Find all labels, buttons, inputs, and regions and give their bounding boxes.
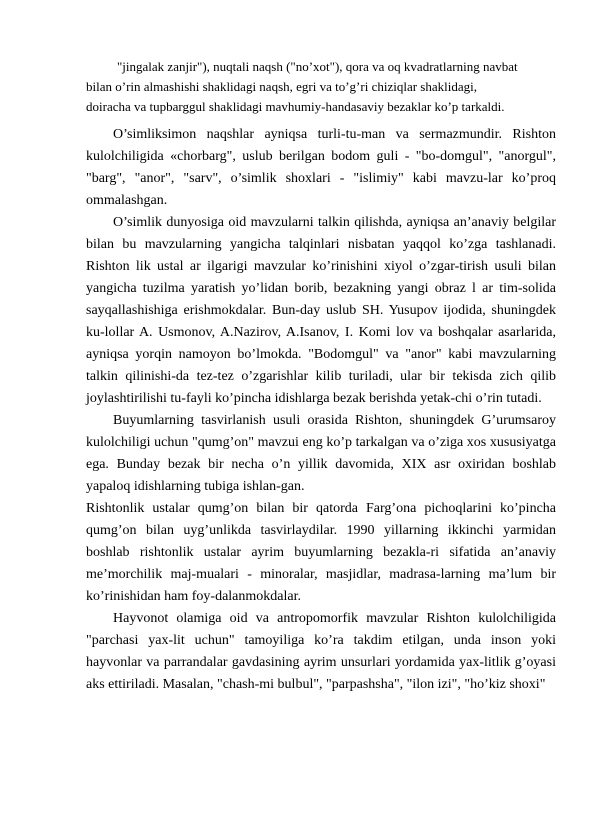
- paragraph-plant-ornaments: O’simliksimon naqshlar ayniqsa turli-tu-man va sermazmundir. Rishton kulolchiligida «chorbarg", uslub berilgan bodom guli - "bo-domgul", "anorgul", "barg", "anor", "sarv", o’simlik shoxlari - "islimiy" kabi mavzu-lar ko’proq ommalashgan.: [86, 127, 556, 208]
- intro-line: "jingalak zanjir"), nuqtali naqsh ("no’xot"), qora va oq kvadratlarning navbat: [117, 59, 518, 74]
- intro-line: doiracha va tupbarggul shaklidagi mavhumiy-handasaviy bezaklar ko’p tarkaldi.: [86, 99, 505, 114]
- paragraph-animal-themes: Hayvonot olamiga oid va antropomorfik mavzular Rishton kulolchiligida "parchasi yax-lit uchun" tamoyiliga ko’ra takdim etilgan, unda inson yoki hayvonlar va parrandalar gavdasining ayrim unsurlari yordamida yax-litlik g’oyasi aks ettiriladi. Masalan, "chash-mi bulbul", "parpashsha", "ilon izi", "ho’kiz shoxi": [86, 611, 556, 692]
- paragraph-rishton-masters: Rishtonlik ustalar qumg’on bilan bir qatorda Farg’ona pichoqlarini ko’pincha qumg’on bilan uyg’unlikda tasvirlaydilar. 1990 yillarning ikkinchi yarmidan boshlab rishtonlik ustalar ayrim buyumlarning bezakla-ri sifatida an’anaviy me’morchilik maj-mualari - minoralar, masjidlar, madrasa-larning ma’lum bir ko’rinishidan ham foy-dalanmokdalar.: [86, 501, 556, 604]
- document-page: [86, 57, 556, 696]
- intro-paragraph: [86, 57, 556, 117]
- paragraph-object-depiction: Buyumlarning tasvirlanish usuli orasida Rishton, shuningdek G’urumsaroy kulolchiligi uchun "qumg’on" mavzui eng ko’p tarkalgan va o’ziga xos xususiyatga ega. Bunday bezak bir necha o’n yillik davomida, XIX asr oxiridan boshlab yapaloq idishlarning tubiga ishlan-gan.: [86, 413, 556, 494]
- intro-line: bilan o’rin almashishi shaklidagi naqsh, egri va to’g’ri chiziqlar shaklidagi,: [86, 79, 477, 94]
- paragraph-plant-themes-interpretation: O’simlik dunyosiga oid mavzularni talkin qilishda, ayniqsa an’anaviy belgilar bilan bu mavzularning yangicha talqinlari nisbatan yaqqol ko’zga tashlanadi. Rishton lik ustal ar ilgarigi mavzular ko’rinishini xiyol o’zgar-tirish usuli bilan yangicha tuzilma yaratish yo’lidan borib, bezakning yangi obraz l ar tim-solida sayqallashishiga erishmokdalar. Bun-day uslub SH. Yusupov ijodida, shuningdek ku-lollar A. Usmonov, A.Nazirov, A.Isanov, I. Komi lov va boshqalar asarlarida, ayniqsa yorqin namoyon bo’lmokda. "Bodomgul" va "anor" kabi mavzularning talkin qilinishi-da tez-tez o’zgarishlar kilib turiladi, ular bir tekisda zich qilib joylashtirilishi tu-fayli ko’pincha idishlarga bezak berishda yetak-chi o’rin tutadi.: [86, 215, 556, 406]
